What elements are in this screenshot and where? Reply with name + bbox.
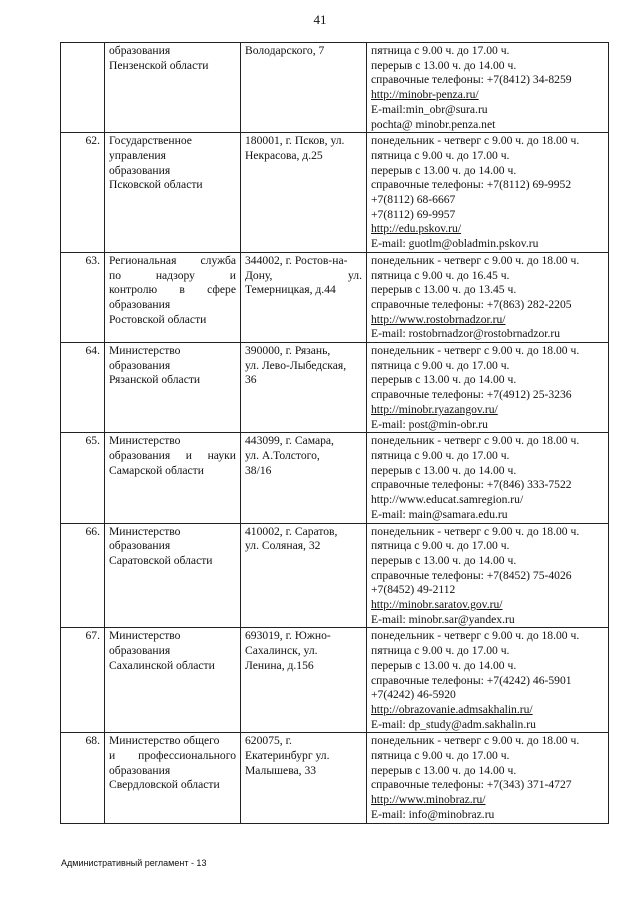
contact-line: понедельник - четверг с 9.00 ч. до 18.00 ч. [371, 629, 580, 643]
contact-line: понедельник - четверг с 9.00 ч. до 18.00 ч. [371, 524, 580, 538]
organization-name-line: Псковской области [109, 178, 203, 192]
contact-line: понедельник - четверг с 9.00 ч. до 18.00 ч. [371, 253, 580, 267]
organization-address-line: 180001, г. Псков, ул. [245, 134, 345, 148]
contact-line: пятница с 9.00 ч. до 17.00 ч. [371, 749, 510, 763]
contact-line: понедельник - четверг с 9.00 ч. до 18.00 ч. [371, 344, 580, 358]
email-text: E-mail: info@minobraz.ru [371, 807, 495, 821]
email-text: E-mail: main@samara.edu.ru [371, 507, 508, 521]
organization-address-line: 390000, г. Рязань, [245, 344, 331, 358]
organization-name [105, 43, 241, 133]
organization-name [105, 343, 241, 433]
organization-name-line: управления [109, 148, 166, 162]
organization-name-line: образования [109, 297, 171, 311]
organization-name-line: Самарской области [109, 463, 204, 477]
contact-line: перерыв с 13.00 ч. до 14.00 ч. [371, 553, 517, 567]
website-link[interactable]: http://minobr.saratov.gov.ru/ [371, 598, 503, 612]
organization-address-line: Некрасова, д.25 [245, 148, 323, 162]
organization-address-line: 410002, г. Саратов, [245, 524, 338, 538]
contact-line: справочные телефоны: +7(8412) 34-8259 [371, 73, 572, 87]
email-text: pochta@ minobr.penza.net [371, 117, 496, 131]
contact-line: понедельник - четверг с 9.00 ч. до 18.00 ч. [371, 134, 580, 148]
organization-name-line: Министерство [109, 524, 181, 538]
organization-name-line: и профессионального [109, 749, 236, 763]
organization-address-line: Екатеринбург ул. [245, 749, 330, 763]
contact-line: пятница с 9.00 ч. до 17.00 ч. [371, 358, 510, 372]
organization-name [105, 433, 241, 523]
row-number: 68. [61, 733, 105, 823]
table-row [61, 733, 609, 823]
row-number: 62. [61, 133, 105, 253]
website-link[interactable]: http://edu.pskov.ru/ [371, 222, 462, 236]
organization-address-line: Малышева, 33 [245, 763, 317, 777]
contact-line: справочные телефоны: +7(8112) 69-9952 [371, 178, 572, 192]
organization-name-line: Министерство общего [109, 734, 220, 748]
organization-address [241, 343, 367, 433]
organization-name-line: образования и науки [109, 448, 236, 462]
organization-name-line: Ростовской области [109, 312, 207, 326]
organization-name-line: Министерство [109, 344, 181, 358]
organization-address [241, 252, 367, 342]
organization-address [241, 133, 367, 253]
row-number: 66. [61, 523, 105, 628]
website-link[interactable]: http://obrazovanie.admsakhalin.ru/ [371, 702, 533, 716]
organization-name-line: образования [109, 44, 171, 57]
contact-info [367, 133, 609, 253]
footer-caption: Административный регламент - 13 [61, 858, 207, 868]
organization-name [105, 628, 241, 733]
contact-info [367, 628, 609, 733]
website-link[interactable]: http://minobr.ryazangov.ru/ [371, 402, 498, 416]
organization-name-line: Свердловской области [109, 778, 220, 792]
organization-name-line: Региональная служба [109, 253, 236, 267]
contact-line: перерыв с 13.00 ч. до 14.00 ч. [371, 163, 517, 177]
contact-info [367, 523, 609, 628]
contact-line: справочные телефоны: +7(863) 282-2205 [371, 297, 572, 311]
contact-line: пятница с 9.00 ч. до 16.45 ч. [371, 268, 510, 282]
organization-name-line: Государственное [109, 134, 192, 148]
website-link[interactable]: http://www.minobraz.ru/ [371, 793, 486, 807]
contacts-table [60, 42, 609, 824]
organization-name [105, 733, 241, 823]
organization-name [105, 133, 241, 253]
contact-line: пятница с 9.00 ч. до 17.00 ч. [371, 44, 510, 57]
contact-line: перерыв с 13.00 ч. до 14.00 ч. [371, 763, 517, 777]
contact-line: справочные телефоны: +7(8452) 75-4026 [371, 568, 572, 582]
organization-name-line: образования [109, 358, 171, 372]
contact-line: http://www.educat.samregion.ru/ [371, 493, 524, 507]
organization-address [241, 43, 367, 133]
contact-line: +7(8452) 49-2112 [371, 583, 456, 597]
organization-address-line: Володарского, 7 [245, 44, 325, 57]
organization-address [241, 628, 367, 733]
contact-line: пятница с 9.00 ч. до 17.00 ч. [371, 148, 510, 162]
organization-name [105, 252, 241, 342]
table-row [61, 252, 609, 342]
contact-line: +7(8112) 68-6667 [371, 193, 456, 207]
contact-info [367, 433, 609, 523]
organization-name-line: образования [109, 763, 171, 777]
organization-address-line: 620075, г. [245, 734, 292, 748]
contact-line: справочные телефоны: +7(343) 371-4727 [371, 778, 572, 792]
row-number: 63. [61, 252, 105, 342]
organization-name-line: образования [109, 163, 171, 177]
organization-address [241, 433, 367, 523]
organization-address [241, 733, 367, 823]
contact-line: +7(8112) 69-9957 [371, 207, 456, 221]
organization-name-line: Рязанской области [109, 373, 201, 387]
organization-address-line: ул. А.Толстого, [245, 448, 320, 462]
email-text: E-mail:min_obr@sura.ru [371, 102, 488, 116]
table-row [61, 628, 609, 733]
row-number: 67. [61, 628, 105, 733]
table-row [61, 523, 609, 628]
organization-address-line: ул. Лево-Лыбедская, [245, 358, 347, 372]
email-text: E-mail: rostobrnadzor@rostobrnadzor.ru [371, 327, 561, 341]
contact-line: перерыв с 13.00 ч. до 14.00 ч. [371, 373, 517, 387]
email-text: E-mail: post@min-obr.ru [371, 417, 488, 431]
website-link[interactable]: http://www.rostobrnadzor.ru/ [371, 312, 506, 326]
contact-line: +7(4242) 46-5920 [371, 688, 456, 702]
organization-name-line: Министерство [109, 629, 181, 643]
website-link[interactable]: http://minobr-penza.ru/ [371, 88, 479, 102]
contact-info [367, 343, 609, 433]
contact-line: перерыв с 13.00 ч. до 13.45 ч. [371, 283, 517, 297]
organization-address [241, 523, 367, 628]
contact-line: перерыв с 13.00 ч. до 14.00 ч. [371, 463, 517, 477]
table-row [61, 133, 609, 253]
contact-info [367, 733, 609, 823]
contact-line: понедельник - четверг с 9.00 ч. до 18.00 ч. [371, 734, 580, 748]
contact-line: перерыв с 13.00 ч. до 14.00 ч. [371, 58, 517, 72]
organization-name-line: Пензенской области [109, 58, 209, 72]
contact-line: справочные телефоны: +7(4242) 46-5901 [371, 673, 572, 687]
contact-line: пятница с 9.00 ч. до 17.00 ч. [371, 448, 510, 462]
organization-name-line: Саратовской области [109, 553, 213, 567]
organization-name-line: образования [109, 644, 171, 658]
contact-line: пятница с 9.00 ч. до 17.00 ч. [371, 539, 510, 553]
contact-line: пятница с 9.00 ч. до 17.00 ч. [371, 644, 510, 658]
organization-address-line: 443099, г. Самара, [245, 434, 334, 448]
organization-address-line: 344002, г. Ростов-на- [245, 253, 348, 267]
page-number: 41 [313, 12, 327, 27]
organization-name-line: Сахалинской области [109, 658, 215, 672]
organization-address-line: Сахалинск, ул. [245, 644, 318, 658]
organization-address-line: 38/16 [245, 463, 272, 477]
email-text: E-mail: minobr.sar@yandex.ru [371, 612, 515, 626]
organization-name-line: контролю в сфере [109, 283, 236, 297]
organization-name [105, 523, 241, 628]
table-row [61, 343, 609, 433]
organization-name-line: образования [109, 539, 171, 553]
organization-address-line: ул. Соляная, 32 [245, 539, 321, 553]
contact-info [367, 252, 609, 342]
organization-name-line: Министерство [109, 434, 181, 448]
email-text: E-mail: dp_study@adm.sakhalin.ru [371, 717, 536, 731]
organization-name-line: по надзору и [109, 268, 236, 282]
row-number: 65. [61, 433, 105, 523]
table-row [61, 433, 609, 523]
contact-line: справочные телефоны: +7(4912) 25-3236 [371, 388, 572, 402]
row-number: 64. [61, 343, 105, 433]
table-row [61, 43, 609, 133]
organization-address-line: Ленина, д.156 [245, 658, 314, 672]
contact-line: понедельник - четверг с 9.00 ч. до 18.00 ч. [371, 434, 580, 448]
organization-address-line: 36 [245, 373, 257, 387]
organization-address-line: Темерницкая, д.44 [245, 283, 336, 297]
email-text: E-mail: guotlm@obladmin.pskov.ru [371, 237, 539, 251]
organization-address-line: 693019, г. Южно- [245, 629, 331, 643]
row-number [61, 43, 105, 133]
contact-line: перерыв с 13.00 ч. до 14.00 ч. [371, 658, 517, 672]
contact-line: справочные телефоны: +7(846) 333-7522 [371, 478, 572, 492]
table-body [61, 43, 609, 824]
contact-info [367, 43, 609, 133]
organization-address-line: Дону, ул. [245, 268, 362, 282]
